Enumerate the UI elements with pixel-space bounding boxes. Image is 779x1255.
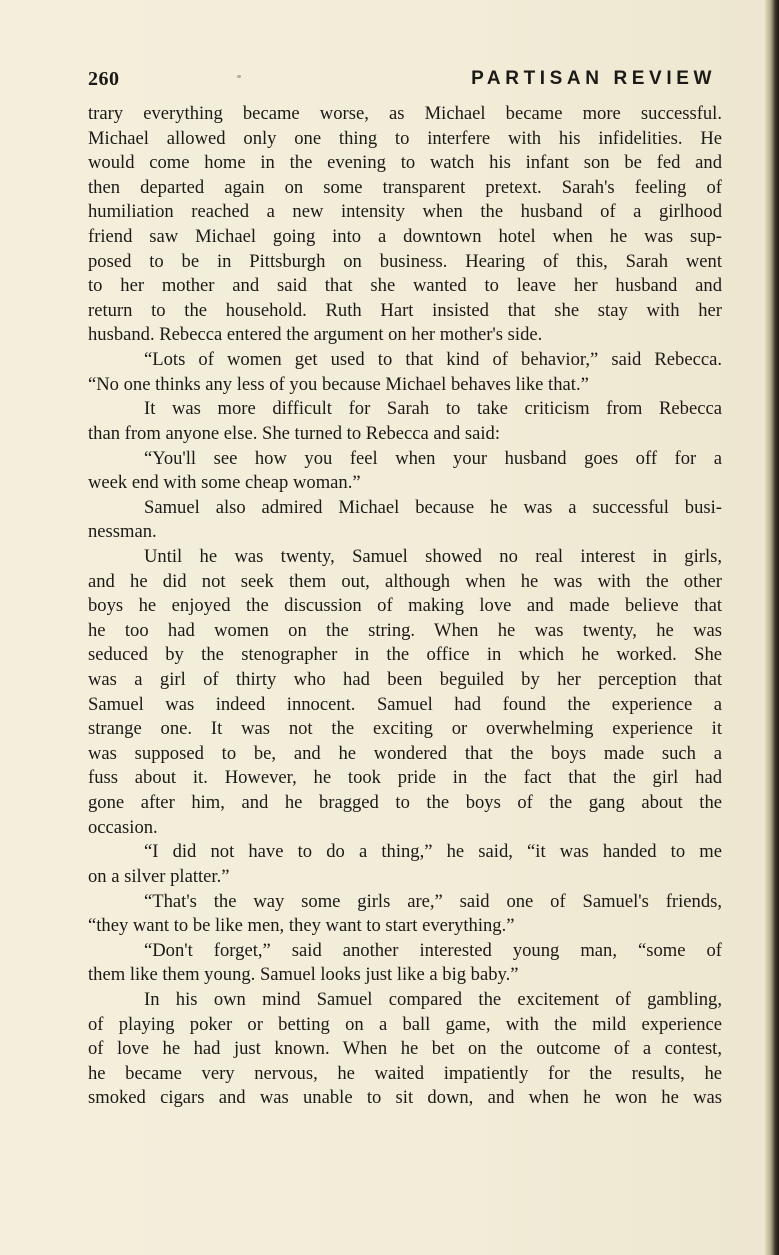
text-line: “That's the way some girls are,” said one of Samuel's friends, xyxy=(144,890,722,912)
page-header xyxy=(88,68,716,98)
text-line: seduced by the stenographer in the office in which he worked. She xyxy=(88,644,722,666)
text-line: friend saw Michael going into a downtown hotel when he was sup- xyxy=(88,226,722,248)
text-line: It was more difficult for Sarah to take criticism from Rebecca xyxy=(144,398,722,420)
text-line: fuss about it. However, he took pride in the fact that the girl had xyxy=(88,767,722,789)
text-line: then departed again on some transparent pretext. Sarah's feeling of xyxy=(88,176,722,198)
text-line: Until he was twenty, Samuel showed no real interest in girls, xyxy=(144,545,722,567)
text-line: “Lots of women get used to that kind of behavior,” said Rebecca. xyxy=(144,349,722,371)
text-line: them like them young. Samuel looks just like a big baby.” xyxy=(88,964,519,986)
text-line: gone after him, and he bragged to the boys of the gang about the xyxy=(88,792,722,814)
running-head: PARTISAN REVIEW xyxy=(471,68,716,89)
text-line: “they want to be like men, they want to start everything.” xyxy=(88,915,515,937)
text-line: he too had women on the string. When he was twenty, he was xyxy=(88,619,722,641)
text-line: posed to be in Pittsburgh on business. Hearing of this, Sarah went xyxy=(88,250,722,272)
text-line: was supposed to be, and he wondered that the boys made such a xyxy=(88,742,722,764)
text-line: Michael allowed only one thing to interfere with his infidelities. He xyxy=(88,127,722,149)
text-line: “No one thinks any less of you because Michael behaves like that.” xyxy=(88,373,589,395)
text-line: humiliation reached a new intensity when the husband of a girlhood xyxy=(88,201,722,223)
text-line: was a girl of thirty who had been beguiled by her perception that xyxy=(88,669,722,691)
text-line: of playing poker or betting on a ball game, with the mild experience xyxy=(88,1013,722,1035)
ink-speck xyxy=(237,75,241,78)
text-line: smoked cigars and was unable to sit down, and when he won he was xyxy=(88,1087,722,1109)
text-line: nessman. xyxy=(88,521,157,543)
text-line: “I did not have to do a thing,” he said, “it was handed to me xyxy=(144,841,722,863)
text-line: than from anyone else. She turned to Rebecca and said: xyxy=(88,422,501,444)
text-line: to her mother and said that she wanted to leave her husband and xyxy=(88,275,722,297)
body-text xyxy=(88,102,722,1111)
text-line: of love he had just known. When he bet on the outcome of a contest, xyxy=(88,1038,722,1060)
text-line: return to the household. Ruth Hart insisted that she stay with her xyxy=(88,299,722,321)
text-line: would come home in the evening to watch his infant son be fed and xyxy=(88,152,722,174)
page-spine-edge xyxy=(765,0,779,1255)
text-line: trary everything became worse, as Michael became more successful. xyxy=(88,103,722,124)
text-line: “You'll see how you feel when your husband goes off for a xyxy=(144,447,722,469)
text-line: week end with some cheap woman.” xyxy=(88,472,361,494)
text-line: husband. Rebecca entered the argument on her mother's side. xyxy=(88,324,543,346)
page-number: 260 xyxy=(88,68,120,90)
text-line: “Don't forget,” said another interested young man, “some of xyxy=(144,939,722,961)
text-line: boys he enjoyed the discussion of making love and made believe that xyxy=(88,595,722,617)
text-line: he became very nervous, he waited impatiently for the results, he xyxy=(88,1062,722,1084)
text-line: strange one. It was not the exciting or overwhelming experience it xyxy=(88,718,722,740)
text-line: occasion. xyxy=(88,816,158,838)
text-line: In his own mind Samuel compared the excitement of gambling, xyxy=(144,988,722,1010)
text-line: on a silver platter.” xyxy=(88,865,230,887)
text-line: Samuel also admired Michael because he was a successful busi- xyxy=(144,496,722,518)
text-line: Samuel was indeed innocent. Samuel had found the experience a xyxy=(88,693,722,715)
text-line: and he did not seek them out, although when he was with the other xyxy=(88,570,722,592)
